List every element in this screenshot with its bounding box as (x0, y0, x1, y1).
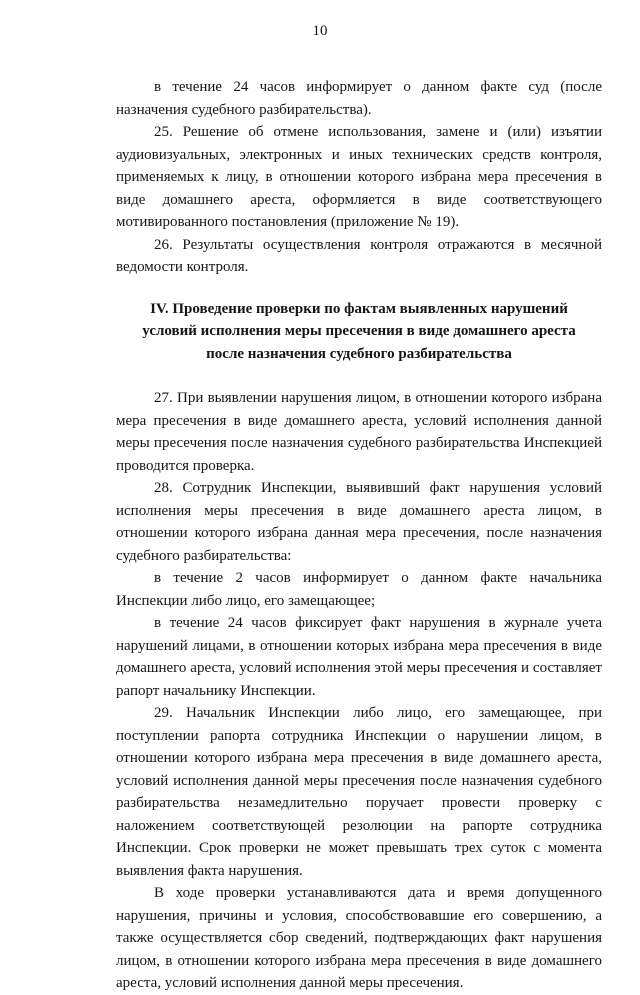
section-heading-iv (116, 298, 602, 366)
paragraph-continuation-24h-court: в течение 24 часов информирует о данном факте суд (после назначения судебного разбирательства). (116, 79, 602, 118)
section-heading-line-3: после назначения судебного разбирательства (206, 345, 512, 362)
page-number: 10 (312, 23, 328, 39)
section-heading-line-2: условий исполнения меры пресечения в виде домашнего ареста (142, 323, 576, 339)
paragraph-27: 27. При выявлении нарушения лицом, в отношении которого избрана мера пресечения в виде домашнего ареста, условий исполнения данной меры пресечения после назначения судебного разбирательства Инспекцией проводится проверка. (116, 390, 602, 474)
paragraph-29: 29. Начальник Инспекции либо лицо, его замещающее, при поступлении рапорта сотрудника Инспекции о нарушении лицом, в отношении которого избрана мера пресечения в виде домашнего ареста, условий исполнения данной меры пресечения после назначения судебного разбирательства незамедлительно поручает провести проверку с наложением соответствующей резолюции на рапорте сотрудника Инспекции. Срок проверки не может превышать трех суток с момента выявления факта нарушения. (116, 705, 602, 879)
paragraph-25: 25. Решение об отмене использования, замене и (или) изъятии аудиовизуальных, электронных и иных технических средств контроля, применяемых к лицу, в отношении которого избрана мера пресечения в виде домашнего ареста, оформляется в виде соответствующего мотивированного постановления (приложение № 19). (116, 124, 602, 230)
paragraph-26: 26. Результаты осуществления контроля отражаются в месячной ведомости контроля. (116, 236, 602, 275)
paragraph-28-item-24h: в течение 24 часов фиксирует факт нарушения в журнале учета нарушений лицами, в отношении которых избрана мера пресечения в виде домашнего ареста, условий исполнения этой меры пресечения и составляет рапорт начальнику Инспекции. (116, 615, 602, 699)
paragraph-28-item-2h: в течение 2 часов информирует о данном факте начальника Инспекции либо лицо, его замещающее; (116, 570, 602, 609)
section-heading-line-1: IV. Проведение проверки по фактам выявленных нарушений (150, 300, 568, 317)
paragraph-28: 28. Сотрудник Инспекции, выявивший факт нарушения условий исполнения меры пресечения в виде домашнего ареста лицом, в отношении которого избрана данная мера пресечения, после назначения судебного разбирательства: (116, 480, 602, 564)
paragraph-29-check-details: В ходе проверки устанавливаются дата и время допущенного нарушения, причины и условия, способствовавшие его совершению, а также осуществляется сбор сведений, подтверждающих факт нарушения лицом, в отношении которого избрана мера пресечения в виде домашнего ареста, условий исполнения данной меры пресечения. (116, 885, 602, 991)
document-body (116, 76, 602, 995)
